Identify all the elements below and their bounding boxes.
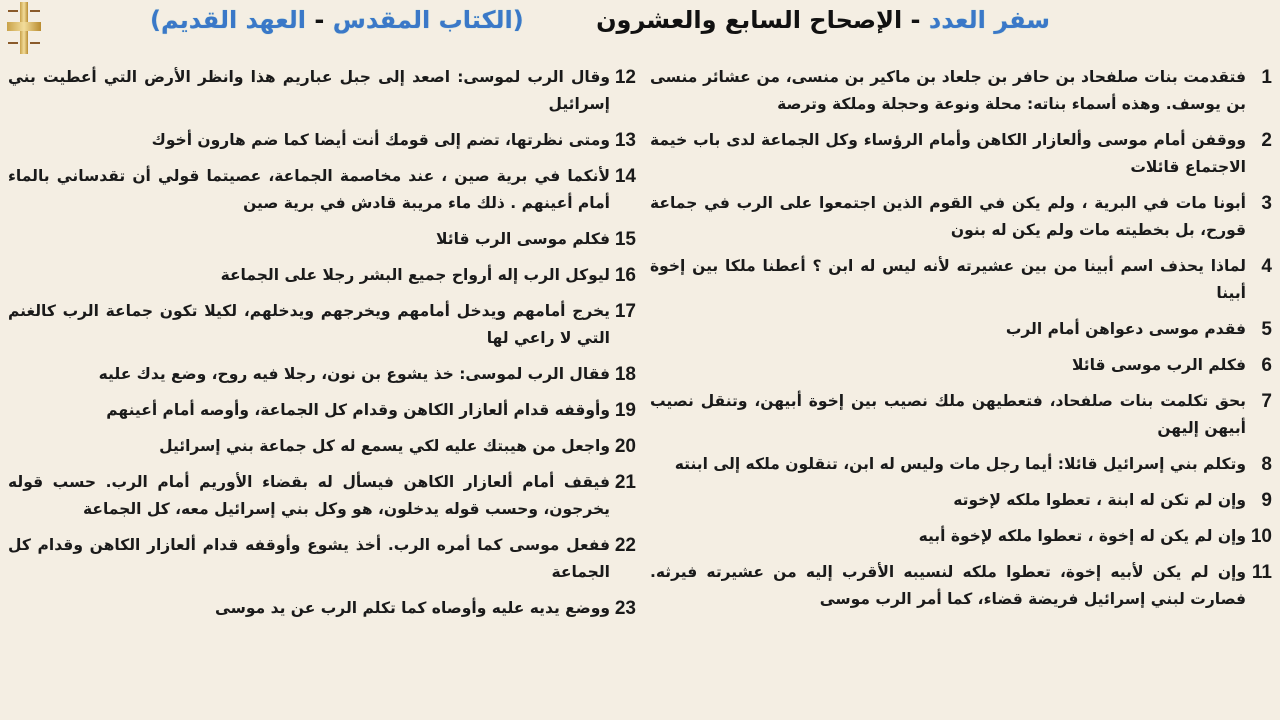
verses-column-right	[650, 64, 1272, 622]
verse-text: وقال الرب لموسى: اصعد إلى جبل عباريم هذا وانظر الأرض التي أعطيت بني إسرائيل	[8, 68, 610, 113]
verse-number: 2	[1261, 130, 1272, 151]
verse-text: فكلم الرب موسى قائلا	[1072, 356, 1246, 374]
verse-text: فقال الرب لموسى: خذ يشوع بن نون، رجلا فيه روح، وضع يدك عليه	[98, 365, 610, 383]
verse-number: 8	[1261, 454, 1272, 475]
testament-name: العهد القديم)	[150, 6, 307, 34]
bible-name: (الكتاب المقدس	[332, 6, 524, 34]
verses-column-left	[8, 64, 636, 631]
verse-text: فيقف أمام ألعازار الكاهن فيسأل له بقضاء الأوريم أمام الرب. حسب قوله يخرجون، وحسب قوله يدخلون، هو وكل بني إسرائيل معه، كل الجماعة	[8, 473, 610, 518]
verse	[8, 595, 636, 622]
verse	[8, 127, 636, 154]
chapter-name: الإصحاح السابع والعشرون	[596, 6, 903, 34]
verse	[8, 532, 636, 586]
verse-number: 7	[1261, 391, 1272, 412]
verse-number: 13	[614, 130, 636, 151]
verse-number: 15	[614, 229, 636, 250]
verse-text: وإن لم تكن له ابنة ، تعطوا ملكه لإخوته	[953, 491, 1246, 509]
verse-number: 9	[1261, 490, 1272, 511]
verse-number: 18	[614, 364, 636, 385]
verse-text: لماذا يحذف اسم أبينا من بين عشيرته لأنه ليس له ابن ؟ أعطنا ملكا بين إخوة أبينا	[650, 257, 1246, 302]
book-name: سفر العدد	[928, 6, 1050, 34]
verse	[8, 226, 636, 253]
verse	[8, 361, 636, 388]
verse-number: 1	[1261, 67, 1272, 88]
verse	[650, 388, 1272, 442]
verse	[650, 451, 1272, 478]
verse-text: أبونا مات في البرية ، ولم يكن في القوم الذين اجتمعوا على الرب في جماعة قورح، بل بخطيته مات ولم يكن له بنون	[650, 194, 1246, 239]
verse-number: 11	[1251, 562, 1272, 583]
verse-text: ففعل موسى كما أمره الرب. أخذ يشوع وأوقفه قدام ألعازار الكاهن وقدام كل الجماعة	[8, 536, 610, 581]
verse	[8, 163, 636, 217]
verse-text: ووضع يديه عليه وأوصاه كما تكلم الرب عن يد موسى	[214, 599, 610, 617]
verse-text: يخرج أمامهم ويدخل أمامهم ويخرجهم ويدخلهم، لكيلا تكون جماعة الرب كالغنم التي لا راعي لها	[8, 302, 610, 347]
verse	[8, 64, 636, 118]
verse	[8, 469, 636, 523]
verse	[650, 64, 1272, 118]
verse-number: 3	[1261, 193, 1272, 214]
verse-number: 14	[614, 166, 636, 187]
verse-text: وإن لم يكن له إخوة ، تعطوا ملكه لإخوة أبيه	[918, 527, 1246, 545]
verse-text: واجعل من هيبتك عليه لكي يسمع له كل جماعة بني إسرائيل	[159, 437, 610, 455]
verse-number: 22	[614, 535, 636, 556]
verse-text: فتقدمت بنات صلفحاد بن حافر بن جلعاد بن ماكير بن منسى، من عشائر منسى بن يوسف. وهذه أسماء بناته: محلة ونوعة وحجلة وملكة وترصة	[650, 68, 1246, 113]
verse-number: 23	[614, 598, 636, 619]
verse-number: 12	[614, 67, 636, 88]
verse	[650, 559, 1272, 613]
title-separator: -	[902, 6, 929, 34]
title-separator-2: -	[306, 6, 333, 34]
verse-number: 17	[614, 301, 636, 322]
verse-number: 4	[1261, 256, 1272, 277]
cross-logo	[4, 2, 44, 54]
verse	[650, 487, 1272, 514]
verse-text: بحق تكلمت بنات صلفحاد، فتعطيهن ملك نصيب بين إخوة أبيهن، وتنقل نصيب أبيهن إليهن	[650, 392, 1246, 437]
verse-number: 5	[1261, 319, 1272, 340]
verse-text: ليوكل الرب إله أرواح جميع البشر رجلا على الجماعة	[220, 266, 610, 284]
verse-number: 10	[1250, 526, 1272, 547]
verse-text: فكلم موسى الرب قائلا	[436, 230, 610, 248]
verse-text: وتكلم بني إسرائيل قائلا: أيما رجل مات وليس له ابن، تنقلون ملكه إلى ابنته	[674, 455, 1246, 473]
verse	[650, 253, 1272, 307]
verse	[8, 397, 636, 424]
verse	[650, 352, 1272, 379]
verse-text: ووقفن أمام موسى وألعازار الكاهن وأمام الرؤساء وكل الجماعة لدى باب خيمة الاجتماع قائلات	[650, 131, 1246, 176]
verse	[650, 523, 1272, 550]
verse	[650, 190, 1272, 244]
verse	[8, 298, 636, 352]
verse	[8, 262, 636, 289]
verse	[650, 127, 1272, 181]
verse-number: 16	[614, 265, 636, 286]
verse-text: لأنكما في برية صين ، عند مخاصمة الجماعة، عصيتما قولي أن تقدساني بالماء أمام أعينهم . ذلك ماء مريبة قادش في برية صين	[8, 167, 610, 212]
verse-number: 6	[1261, 355, 1272, 376]
bible-title	[150, 6, 524, 34]
verse	[8, 433, 636, 460]
verse-number: 19	[614, 400, 636, 421]
verse-text: وأوقفه قدام ألعازار الكاهن وقدام كل الجماعة، وأوصه أمام أعينهم	[106, 401, 610, 419]
verse-text: وإن لم يكن لأبيه إخوة، تعطوا ملكه لنسيبه الأقرب إليه من عشيرته فيرثه. فصارت لبني إسرائيل فريضة قضاء، كما أمر الرب موسى	[650, 563, 1246, 608]
verse-text: فقدم موسى دعواهن أمام الرب	[1005, 320, 1246, 338]
verse	[650, 316, 1272, 343]
verse-number: 20	[614, 436, 636, 457]
chapter-title	[596, 6, 1050, 34]
verse-text: ومتى نظرتها، تضم إلى قومك أنت أيضا كما ضم هارون أخوك	[151, 131, 610, 149]
verse-number: 21	[614, 472, 636, 493]
